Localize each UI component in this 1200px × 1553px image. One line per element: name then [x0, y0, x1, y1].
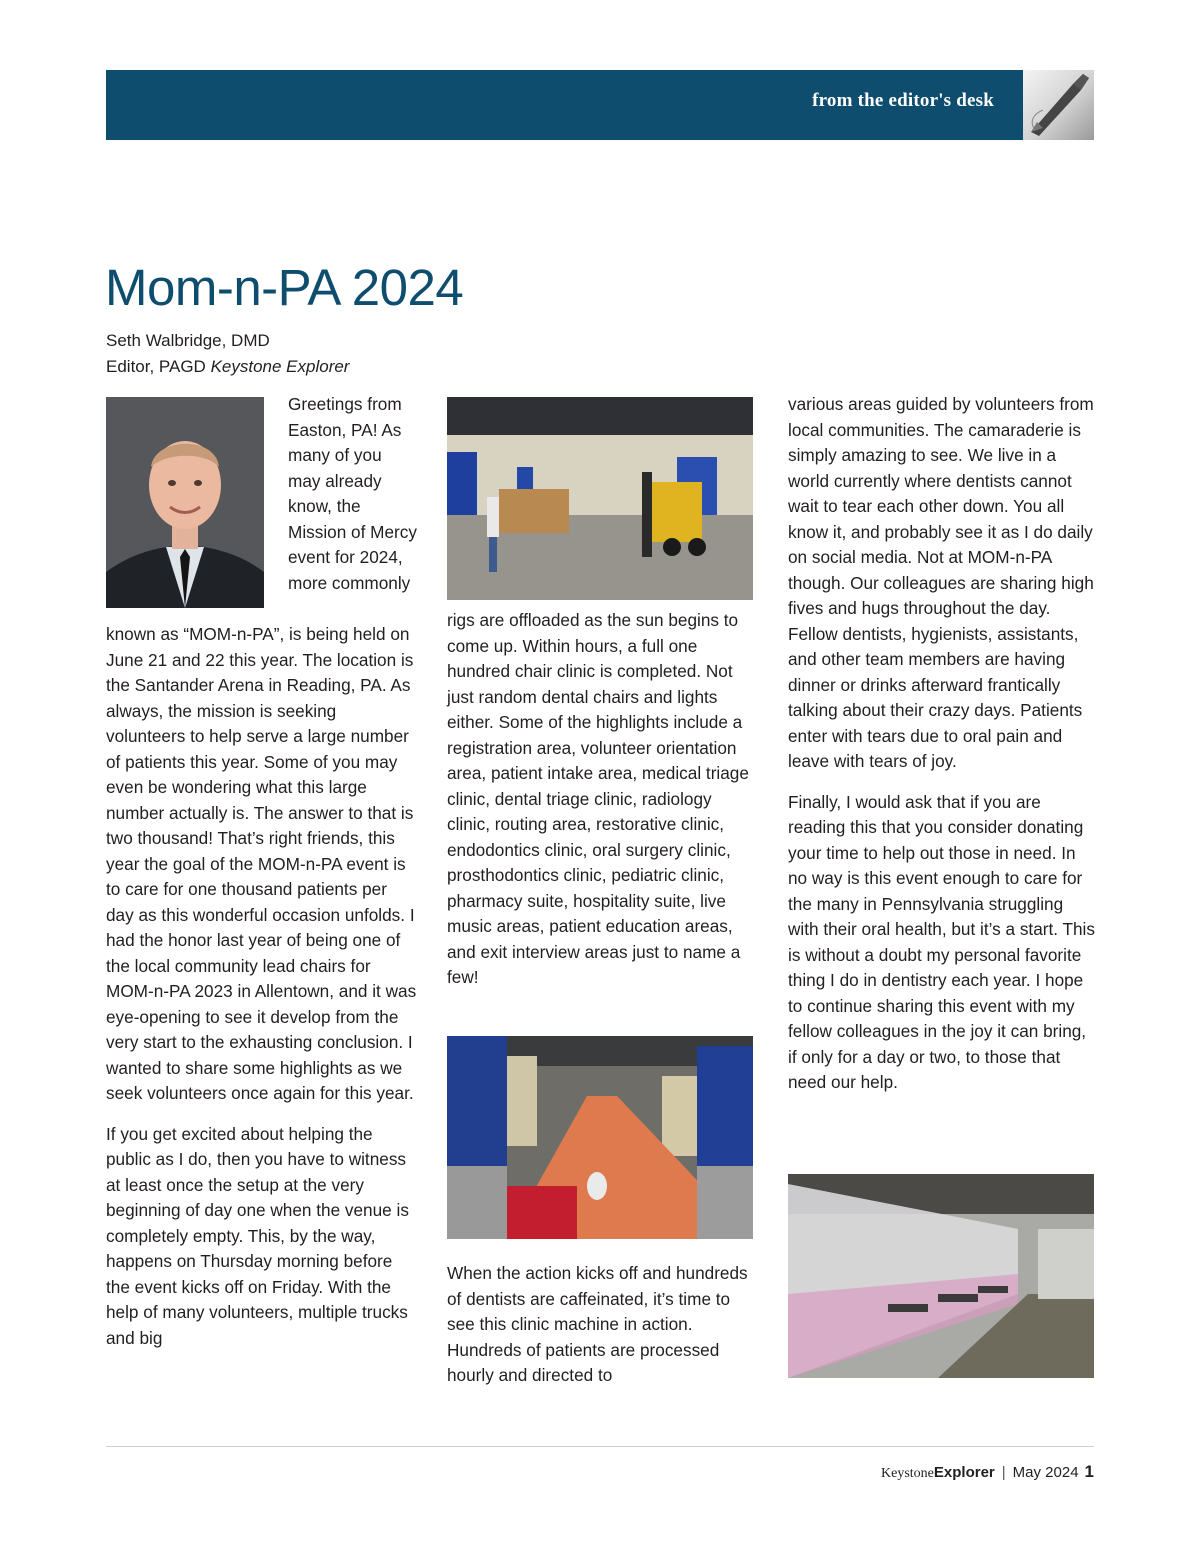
footer-brand-keystone: Keystone [881, 1466, 934, 1481]
intro-paragraph: Greetings from Easton, PA! As many of you may already know, the Mission of Mercy event for 2024, more commonly [288, 394, 417, 593]
intro-text [288, 392, 418, 611]
author-role: Editor, PAGD Keystone Explorer [106, 356, 350, 376]
paragraph: known as “MOM-n-PA”, is being held on June 21 and 22 this year. The location is the Santander Arena in Reading, PA. As always, the mission is seeking volunteers to help serve a large number of patients this year. Some of you may even be wondering what this large number actually is. The answer to that is two thousand! That’s right friends, this year the goal of the MOM-n-PA event is to care for one thousand patients per day as this wonderful occasion unfolds. I had the honor last year of being one of the local community lead chairs for MOM-n-PA 2023 in Allentown, and it was eye-opening to see it develop from the very start to the exhausting conclusion. I wanted to share some highlights as we seek volunteers once again for this year. [106, 624, 417, 1103]
author-headshot-photo [106, 397, 264, 608]
byline [106, 328, 349, 379]
publication-name: Keystone Explorer [210, 356, 350, 376]
page-footer [881, 1462, 1094, 1482]
page-number: 1 [1084, 1462, 1094, 1481]
plastic-partition-clinic-photo [788, 1174, 1094, 1378]
footer-divider [106, 1446, 1094, 1447]
column-1 [106, 622, 418, 1366]
footer-issue-date: May 2024 [1012, 1464, 1079, 1481]
footer-brand-explorer: Explorer [933, 1464, 995, 1481]
column-3 [788, 392, 1096, 1111]
paragraph: Finally, I would ask that if you are reading this that you consider donating your time to help out those in need. In no way is this event enough to care for the many in Pennsylvania struggling with their oral health, but it’s a start. This is without a doubt my personal favorite thing I do in dentistry each year. I hope to continue sharing this event with my fellow colleagues in the joy it can bring, if only for a day or two, to those that need our help. [788, 791, 1095, 1092]
paragraph: If you get excited about helping the public as I do, then you have to witness at least once the setup at the very beginning of day one when the venue is completely empty. This, by the way, happens on Thursday morning before the event kicks off on Friday. With the help of many volunteers, multiple trucks and big [106, 1123, 409, 1348]
paragraph: various areas guided by volunteers from local communities. The camaraderie is simply amazing to see. We live in a world currently where dentists cannot wait to tear each other down. You all know it, and probably see it as I do daily on social media. Not at MOM-n-PA though. Our colleagues are sharing high fives and hugs throughout the day. Fellow dentists, hygienists, assistants, and other team members are having dinner or drinks afterward frantically talking about their crazy days. Patients enter with tears due to oral pain and leave with tears of joy. [788, 394, 1094, 771]
paragraph: When the action kicks off and hundreds of dentists are caffeinated, it’s time to see this clinic machine in action. Hundreds of patients are processed hourly and directed to [447, 1263, 748, 1385]
column-2-bottom [447, 1261, 752, 1404]
fountain-pen-icon [1023, 70, 1094, 140]
author-name: Seth Walbridge, DMD [106, 331, 270, 350]
clinic-chairs-photo [447, 1036, 753, 1239]
section-title: from the editor's desk [812, 90, 994, 111]
article-title: Mom-n-PA 2024 [105, 259, 464, 316]
column-2-top [447, 608, 752, 1006]
forklift-setup-photo [447, 397, 753, 600]
footer-separator: | [1001, 1464, 1006, 1481]
paragraph: rigs are offloaded as the sun begins to come up. Within hours, a full one hundred chair clinic is completed. Not just random dental chairs and lights either. Some of the highlights include a registration area, volunteer orientation area, patient intake area, medical triage clinic, dental triage clinic, radiology clinic, routing area, restorative clinic, endodontics clinic, oral surgery clinic, prosthodontics clinic, pediatric clinic, pharmacy suite, hospitality suite, live music areas, patient education areas, and exit interview areas just to name a few! [447, 610, 749, 987]
section-banner [106, 70, 1094, 140]
